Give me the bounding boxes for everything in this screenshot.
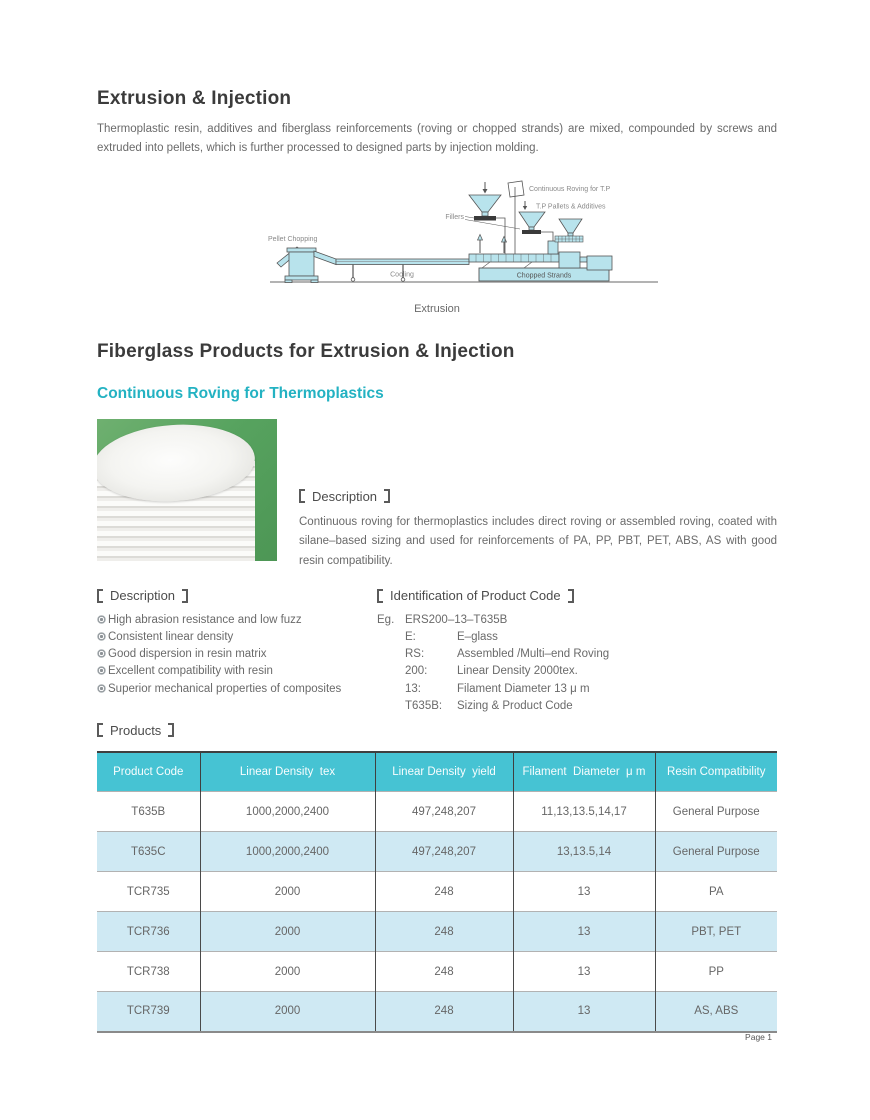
table-cell: General Purpose bbox=[655, 792, 777, 832]
id-row: 13: Filament Diameter 13 μ m bbox=[405, 682, 590, 695]
continuous-roving-label: Continuous Roving for T.P bbox=[529, 185, 611, 193]
table-header-cell: Filament Diameter μ m bbox=[513, 752, 655, 792]
chopped-strands-label: Chopped Strands bbox=[516, 272, 572, 280]
identification-block bbox=[377, 614, 777, 711]
table-row bbox=[97, 992, 777, 1032]
right-bracket-icon bbox=[182, 589, 188, 603]
table-header-cell: Linear Density yield bbox=[375, 752, 513, 792]
description-heading bbox=[299, 489, 777, 504]
roving-package-icon bbox=[508, 181, 524, 254]
table-cell: 2000 bbox=[200, 952, 375, 992]
hopper-icon bbox=[469, 182, 505, 254]
table-cell: AS, ABS bbox=[655, 992, 777, 1032]
left-bracket-icon bbox=[299, 489, 305, 503]
right-bracket-icon bbox=[568, 589, 574, 603]
table-cell: T635C bbox=[97, 832, 200, 872]
feature-item: High abrasion resistance and low fuzz bbox=[97, 614, 377, 626]
table-header-cell: Resin Compatibility bbox=[655, 752, 777, 792]
left-bracket-icon bbox=[97, 589, 103, 603]
table-row bbox=[97, 832, 777, 872]
products-heading bbox=[97, 723, 777, 738]
feature-item: Excellent compatibility with resin bbox=[97, 665, 377, 677]
table-header-cell: Product Code bbox=[97, 752, 200, 792]
subsection-title-roving: Continuous Roving for Thermoplastics bbox=[97, 384, 384, 402]
photo-description-row bbox=[97, 419, 777, 572]
pellet-chopping-label: Pellet Chopping bbox=[268, 235, 318, 243]
table-cell: PP bbox=[655, 952, 777, 992]
left-bracket-icon bbox=[97, 723, 103, 737]
extruder-barrel-icon bbox=[469, 252, 612, 270]
table-header-cell: Linear Density tex bbox=[200, 752, 375, 792]
id-row: T635B: Sizing & Product Code bbox=[405, 699, 573, 712]
vent-arrow-icon bbox=[478, 234, 507, 253]
tp-pallets-label: T.P Pallets & Additives bbox=[536, 203, 606, 211]
id-row: 200: Linear Density 2000tex. bbox=[405, 665, 578, 678]
intro-paragraph: Thermoplastic resin, additives and fiberglass reinforcements (roving or chopped strands) are mixed, compounded by screws and extruded into pellets, which is further processed to designed parts by injection molding. bbox=[97, 123, 777, 155]
table-cell: TCR739 bbox=[97, 992, 200, 1032]
table-row bbox=[97, 912, 777, 952]
page-title: Extrusion & Injection bbox=[97, 88, 292, 109]
right-bracket-icon bbox=[384, 489, 390, 503]
table-cell: TCR735 bbox=[97, 872, 200, 912]
table-cell: 248 bbox=[375, 872, 513, 912]
table-cell: 248 bbox=[375, 992, 513, 1032]
table-header-row bbox=[97, 752, 777, 792]
features-heading-label: Description bbox=[110, 588, 176, 604]
table-cell: 497,248,207 bbox=[375, 832, 513, 872]
details-columns bbox=[97, 588, 777, 716]
table-cell: 1000,2000,2400 bbox=[200, 832, 375, 872]
product-photo bbox=[97, 419, 277, 561]
hopper-icon bbox=[555, 219, 583, 242]
table-row bbox=[97, 792, 777, 832]
table-cell: 1000,2000,2400 bbox=[200, 792, 375, 832]
identification-column bbox=[377, 588, 777, 716]
table-cell: 13 bbox=[513, 912, 655, 952]
left-bracket-icon bbox=[377, 589, 383, 603]
bullseye-bullet-icon bbox=[97, 632, 106, 641]
bullseye-bullet-icon bbox=[97, 666, 106, 675]
bullseye-bullet-icon bbox=[97, 684, 106, 693]
table-cell: 248 bbox=[375, 912, 513, 952]
table-cell: TCR736 bbox=[97, 912, 200, 952]
table-cell: 2000 bbox=[200, 992, 375, 1032]
pellet-chopper-icon bbox=[277, 247, 318, 283]
feature-item: Good dispersion in resin matrix bbox=[97, 648, 377, 660]
identification-heading bbox=[377, 588, 777, 603]
page-number: Page 1 bbox=[745, 1032, 772, 1042]
table-cell: 13 bbox=[513, 952, 655, 992]
table-cell: 2000 bbox=[200, 912, 375, 952]
identification-heading-label: Identification of Product Code bbox=[390, 588, 561, 604]
table-row bbox=[97, 952, 777, 992]
fillers-label: Fillers bbox=[445, 213, 464, 221]
bullseye-bullet-icon bbox=[97, 615, 106, 624]
features-heading bbox=[97, 588, 377, 603]
section-title-fiberglass: Fiberglass Products for Extrusion & Injection bbox=[97, 340, 515, 362]
table-cell: 11,13,13.5,14,17 bbox=[513, 792, 655, 832]
table-cell: TCR738 bbox=[97, 952, 200, 992]
example-code-row bbox=[377, 614, 777, 626]
cooling-label: Cooling bbox=[390, 271, 414, 279]
table-cell: 497,248,207 bbox=[375, 792, 513, 832]
diagram-caption: Extrusion bbox=[414, 302, 460, 315]
content-column bbox=[97, 0, 777, 1033]
table-cell: PA bbox=[655, 872, 777, 912]
table-cell: 13,13.5,14 bbox=[513, 832, 655, 872]
feature-item: Consistent linear density bbox=[97, 631, 377, 643]
id-row: E: E–glass bbox=[405, 631, 498, 644]
bullseye-bullet-icon bbox=[97, 649, 106, 658]
table-cell: 13 bbox=[513, 872, 655, 912]
description-body: Continuous roving for thermoplastics includes direct roving or assembled roving, coated with silane–based sizing and used for reinforcements of PA, PP, PBT, PET, ABS, AS with good resin compatibility. bbox=[299, 515, 777, 567]
features-list bbox=[97, 614, 377, 694]
example-label: Eg. bbox=[377, 614, 395, 627]
feature-item: Superior mechanical properties of composites bbox=[97, 683, 377, 695]
description-heading-label: Description bbox=[312, 488, 378, 504]
products-heading-label: Products bbox=[110, 722, 162, 738]
example-code: ERS200–13–T635B bbox=[405, 614, 508, 627]
process-diagram bbox=[97, 179, 777, 315]
id-row: RS: Assembled /Multi–end Roving bbox=[405, 648, 610, 661]
description-block bbox=[299, 419, 777, 572]
extrusion-diagram bbox=[268, 179, 660, 297]
table-cell: 13 bbox=[513, 992, 655, 1032]
table-cell: T635B bbox=[97, 792, 200, 832]
right-bracket-icon bbox=[168, 723, 174, 737]
features-column bbox=[97, 588, 377, 716]
table-cell: 248 bbox=[375, 952, 513, 992]
table-cell: 2000 bbox=[200, 872, 375, 912]
products-table bbox=[97, 751, 777, 1033]
table-cell: PBT, PET bbox=[655, 912, 777, 952]
table-row bbox=[97, 872, 777, 912]
table-cell: General Purpose bbox=[655, 832, 777, 872]
